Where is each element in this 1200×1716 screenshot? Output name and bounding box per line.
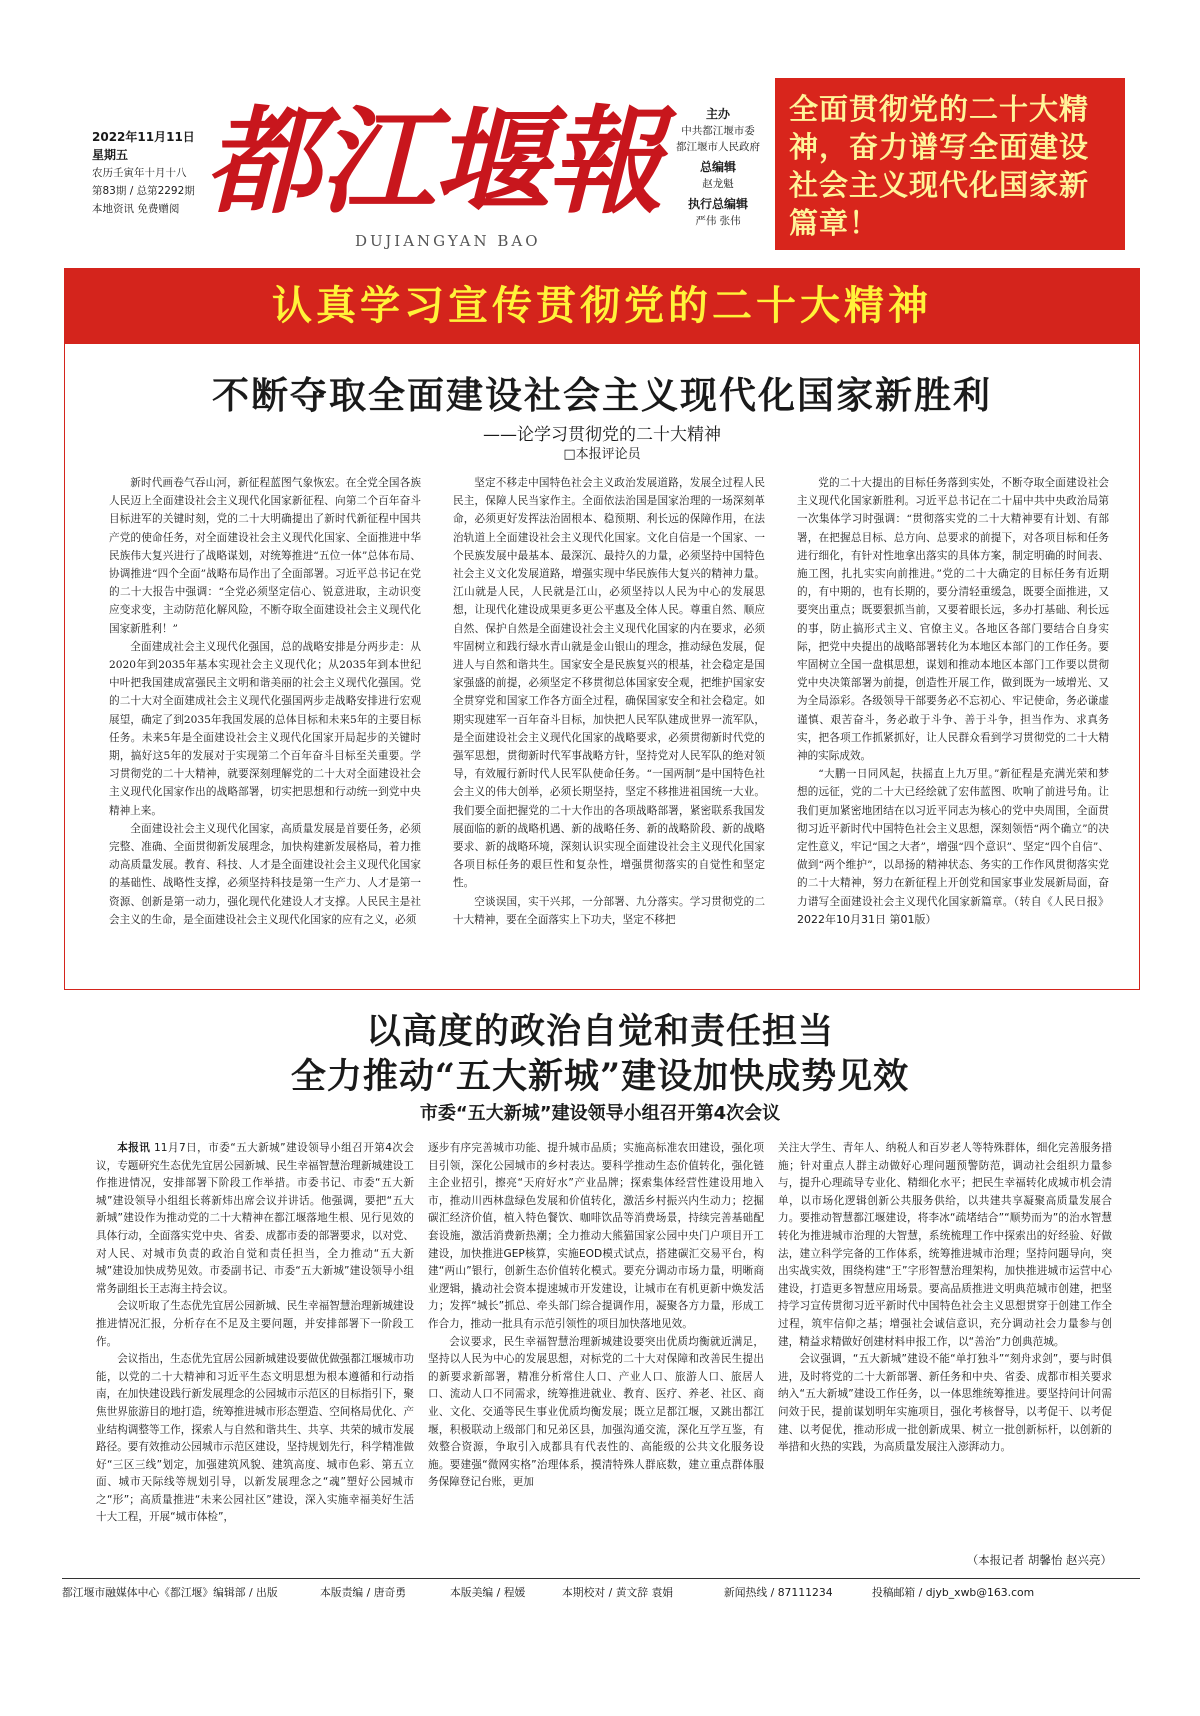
paragraph: 全面建设社会主义现代化国家，高质量发展是首要任务，必须完整、准确、全面贯彻新发展理念，加快构建新发展格局，着力推动高质量发展。教育、科技、人才是全面建设社会主义现代化国家的基础性、战略性支撑，必须坚持科技是第一生产力、人才是第一资源、创新是第一动力，强化现代化建设人才支撑。人民民主是社会主义的生命，是全面建设社会主义现代化国家的应有之义，必须 [109, 822, 421, 926]
paragraph [797, 765, 1109, 929]
slogan-box [775, 78, 1125, 250]
exec-editor-label: 执行总编辑 [687, 197, 748, 211]
second-body [96, 1140, 1112, 1538]
section-banner [64, 268, 1140, 344]
paragraph: 会议听取了生态优先宜居公园新城、民生幸福智慧治理新城建设推进情况汇报，分析存在不足及主要问题，并安排部署下一阶段工作。 [96, 1300, 414, 1348]
paragraph: 会议要求，民生幸福智慧治理新城建设要突出优质均衡就近满足，坚持以人民为中心的发展思想，对标党的二十大对保障和改善民生提出的新要求新部署，精准分析常住人口、产业人口、旅游人口、旅居人口、流动人口不同需求，统筹推进就业、教育、医疗、养老、社区、商业、文化、交通等民生事业优质均衡发展；既立足都江堰，又跳出都江堰，积极联动上级部门和兄弟区县，加强沟通交流，深化互学互鉴，有效整合资源，争取引入成都具有代表性的、高能级的公共文化服务设施。要建强“微网实格”治理体系，摸清特殊人群底数，建立重点群体服务保障登记台账，更加 [428, 1335, 764, 1489]
paragraph: 关注大学生、青年人、纳税人和百岁老人等特殊群体，细化完善服务措施；针对重点人群主动做好心理问题预警防范，调动社会组织力量参与，提升心理疏导专业化、精细化水平；把民生幸福转化成城市机会清单，以市场化逻辑创新公共服务供给，以共建共享凝聚高质量发展合力。要推动智慧都江堰建设，将李冰“疏堵结合”“顺势而为”的治水智慧转化为推进城市治理的大智慧，系统梳理工作中探索出的好经验、好做法，建立科学完备的工作体系，统筹推进城市治理；坚持问题导向，突出实战实效，围绕构建“王”字形智慧治理架构，加快推进城市运营中心建设，打造更多智慧应用场景。要高品质推进文明典范城市创建，把坚持学习宣传贯彻习近平新时代中国特色社会主义思想贯穿于创建工作全过程，筑牢信仰之基；增强社会诚信意识，充分调动社会力量参与创建，精益求精做好创建材料申报工作，以“善治”力创典范城。 [778, 1142, 1112, 1348]
newspaper-title: 都江堰報 [205, 94, 661, 230]
editorial-credits [668, 106, 768, 229]
newspaper-logo [205, 92, 675, 252]
paragraph-text: “大鹏一日同风起，扶摇直上九万里。”新征程是充满光荣和梦想的远征，党的二十大已经绘就了宏伟蓝图、吹响了前进号角。让我们更加紧密地团结在以习近平同志为核心的党中央周围，全面贯彻习近平新时代中国特色社会主义思想，深刻领悟“两个确立”的决定性意义，牢记“国之大者”，增强“四个意识”、坚定“四个自信”、做到“两个维护”，以昂扬的精神状态、务实的工作作风贯彻落实党的二十大精神，努力在新征程上开创党和国家事业发展新局面，奋力谱写全面建设社会主义现代化国家新篇章。 [797, 768, 1109, 908]
banner-text: 认真学习宣传贯彻党的二十大精神 [272, 283, 932, 329]
issue-weekday: 星期五 [92, 148, 129, 162]
sponsor-2: 都江堰市人民政府 [676, 141, 760, 153]
lead-article [64, 344, 1140, 990]
footer-divider [62, 1578, 1140, 1579]
issue-date: 2022年11月11日 [92, 130, 195, 144]
footer-publisher: 都江堰市融媒体中心《都江堰》编辑部 / 出版 [62, 1586, 278, 1599]
footer-editor: 本版责编 / 唐奇勇 [320, 1586, 407, 1599]
paragraph: 空谈误国，实干兴邦，一分部署、九分落实。学习贯彻党的二十大精神，要在全面落实上下功夫，坚定不移把 [453, 895, 765, 926]
paragraph: 会议指出，生态优先宜居公园新城建设要做优做强都江堰城市功能，以党的二十大精神和习近平生态文明思想为根本遵循和行动指南，在加快建设践行新发展理念的公园城市示范区的目标指引下，聚焦世界旅游目的地打造，统筹推进城市形态塑造、空间格局优化、产业结构调整等工作，探索人与自然和谐共生、共享、共荣的城市发展路径。要有效推动公园城市示范区建设，坚持规划先行，科学精准做好“三区三线”划定，加强建筑风貌、建筑高度、城市色彩、第五立面、城市天际线等规划引导，以新发展理念之“魂”塑好公园城市之“形”；高质量推进“未来公园社区”建设，深入实施幸福美好生活十大工程，开展“城市体检”， [96, 1353, 414, 1524]
lead-headline: 不断夺取全面建设社会主义现代化国家新胜利 [212, 373, 992, 417]
second-headline-2: 全力推动“五大新城”建设加快成势见效 [290, 1056, 910, 1097]
sponsor-1: 中共都江堰市委 [681, 125, 755, 137]
lead-in: 本报讯 [117, 1142, 151, 1154]
paragraph-text: 11月7日，市委“五大新城”建设领导小组召开第4次会议，专题研究生态优先宜居公园新城、民生幸福智慧治理新城建设工作推进情况，安排部署下阶段工作举措。市委书记、市委“五大新城”建设领导小组组长蒋新炜出席会议并讲话。他强调，要把“五大新城”建设作为推动党的二十大精神在都江堰落地生根、见行见效的具体行动，全面落实党中央、省委、成都市委的部署要求，以对党、对人民、对城市负责的政治自觉和责任担当，全力推动“五大新城”建设加快成势见效。市委副书记、市委“五大新城”建设领导小组常务副组长王志海主持会议。 [96, 1142, 414, 1295]
second-column-2 [428, 1140, 764, 1538]
footer-designer: 本版美编 / 程媛 [450, 1586, 526, 1599]
slogan-text: 全面贯彻党的二十大精神，奋力谱写全面建设社会主义现代化国家新篇章！ [789, 92, 1090, 240]
second-column-1 [96, 1140, 414, 1538]
lead-column-1 [109, 474, 421, 974]
footer-proofreader: 本期校对 / 黄文辞 袁娟 [562, 1586, 674, 1599]
paragraph [96, 1140, 414, 1298]
paragraph: 全面建成社会主义现代化强国，总的战略安排是分两步走：从2020年到2035年基本实现社会主义现代化；从2035年到本世纪中叶把我国建成富强民主文明和谐美丽的社会主义现代化强国。党的二十大对全面建成社会主义现代化强国两步走战略安排进行宏观展望，确定了到2035年我国发展的总体目标和未来5年的主要目标任务。未来5年是全面建设社会主义现代化国家开局起步的关键时期，搞好这5年的发展对于实现第二个百年奋斗目标至关重要。学习贯彻党的二十大精神，就要深刻理解党的二十大对全面建设社会主义现代化国家作出的战略部署，切实把思想和行动统一到党中央精神上来。 [109, 640, 421, 817]
paragraph: 坚定不移走中国特色社会主义政治发展道路，发展全过程人民民主，保障人民当家作主。全面依法治国是国家治理的一场深刻革命，必须更好发挥法治固根本、稳预期、利长远的保障作用，在法治轨道上全面建设社会主义现代化国家。文化自信是一个国家、一个民族发展中最基本、最深沉、最持久的力量，必须坚持中国特色社会主义文化发展道路，增强实现中华民族伟大复兴的精神力量。江山就是人民，人民就是江山，必须坚持以人民为中心的发展思想，让现代化建设成果更多更公平惠及全体人民。尊重自然、顺应自然、保护自然是全面建设社会主义现代化国家的内在要求，必须牢固树立和践行绿水青山就是金山银山的理念，推动绿色发展，促进人与自然和谐共生。国家安全是民族复兴的根基，社会稳定是国家强盛的前提，必须坚定不移贯彻总体国家安全观，把维护国家安全贯穿党和国家工作各方面全过程，确保国家安全和社会稳定。如期实现建军一百年奋斗目标，加快把人民军队建成世界一流军队，是全面建设社会主义现代化国家的战略要求，必须贯彻新时代党的强军思想，贯彻新时代军事战略方针，坚持党对人民军队的绝对领导，有效履行新时代人民军队使命任务。“一国两制”是中国特色社会主义的伟大创举，必须长期坚持，坚定不移推进祖国统一大业。我们要全面把握党的二十大作出的各项战略部署，紧密联系我国发展面临的新的战略机遇、新的战略任务、新的战略阶段、新的战略要求、新的战略环境，深刻认识实现全面建设社会主义现代化国家各项目标任务的艰巨性和复杂性，增强贯彻落实的自觉性和坚定性。 [453, 477, 765, 890]
free-notice: 本地资讯 免费赠阅 [92, 203, 180, 215]
source-note: （转自《人民日报》2022年10月31日 第01版） [797, 894, 1109, 926]
newspaper-pinyin: DUJIANGYAN BAO [355, 232, 541, 250]
lead-body [109, 474, 1109, 974]
lead-author: □本报评论员 [563, 447, 641, 462]
paragraph: 会议强调，“五大新城”建设不能“单打独斗”“刻舟求剑”，要与时俱进，及时将党的二十大新部署、新任务和中央、省委、成都市相关要求纳入“五大新城”建设工作任务，以一体思维统筹推进。要坚持问计问需问效于民，提前谋划明年实施项目，强化考核督导，以考促干、以考促建、以考促优，推动形成一批创新成果、树立一批创新标杆，以创新的举措和火热的实践，为高质量发展注入澎湃动力。 [778, 1353, 1112, 1454]
paragraph: 逐步有序完善城市功能、提升城市品质；实施高标准农田建设，强化项目引领，深化公园城市的乡村表达。要科学推动生态价值转化，强化链主企业招引，擦亮“天府好水”产业品牌；探索集体经营性建设用地入市，推动川西林盘绿色发展和价值转化，激活乡村振兴内生动力；挖掘碳汇经济价值，植入特色餐饮、咖啡饮品等消费场景，持续完善基础配套设施，激活消费新热潮；全力推动大熊猫国家公园中央门户项目开工建设，加快推进GEP核算，实施EOD模式试点，搭建碳汇交易平台，构建“两山”银行，创新生态价值转化模式。要充分调动市场力量，明晰商业逻辑，撬动社会资本提速城市开发建设，让城市在有机更新中焕发活力；发挥“城长”抓总、牵头部门综合提调作用，凝聚各方力量，形成工作合力，推动一批具有示范引领性的项目加快落地见效。 [428, 1142, 764, 1330]
reporter-credit: （本报记者 胡馨怡 赵兴亮） [966, 1553, 1112, 1567]
second-subtitle: 市委“五大新城”建设领导小组召开第4次会议 [419, 1103, 781, 1124]
paragraph: 党的二十大提出的目标任务落到实处，不断夺取全面建设社会主义现代化国家新胜利。习近平总书记在二十届中共中央政治局第一次集体学习时强调：“贯彻落实党的二十大精神要有计划、有部署，在把握总目标、总方向、总要求的前提下，对各项目标和任务进行细化，有针对性地拿出落实的具体方案，制定明确的时间表、施工图，扎扎实实向前推进。”党的二十大确定的目标任务有近期的，有中期的，也有长期的，要分清轻重缓急，既要全面推进，又要突出重点；既要狠抓当前，又要着眼长远，多办打基础、利长远的事，防止搞形式主义、官僚主义。各地区各部门要结合自身实际，把党中央提出的战略部署转化为本地区本部门的工作任务。要牢固树立全国一盘棋思想，谋划和推动本地区本部门工作要以贯彻党中央决策部署为前提，创造性开展工作，做到既为一域增光、又为全局添彩。各级领导干部要务必不忘初心、牢记使命，务必谦虚谨慎、艰苦奋斗，务必敢于斗争、善于斗争，担当作为、求真务实，把各项工作抓紧抓好，让人民群众看到学习贯彻党的二十大精神的实际成效。 [797, 477, 1109, 763]
sponsor-label: 主办 [705, 107, 730, 121]
lead-subtitle: ——论学习贯彻党的二十大精神 [483, 425, 721, 445]
issue-number: 第83期 / 总第2292期 [92, 185, 195, 197]
editor-label: 总编辑 [699, 160, 736, 174]
second-headline-1: 以高度的政治自觉和责任担当 [365, 1011, 834, 1052]
issue-info [92, 128, 210, 218]
exec-editor-name: 严伟 张伟 [695, 215, 741, 227]
footer-hotline: 新闻热线 / 87111234 [724, 1586, 833, 1599]
footer [62, 1584, 1140, 1602]
footer-email: 投稿邮箱 / djyb_xwb@163.com [872, 1586, 1035, 1599]
lead-column-2 [453, 474, 765, 974]
lead-column-3 [797, 474, 1109, 974]
paragraph: 新时代画卷气吞山河，新征程蓝图气象恢宏。在全党全国各族人民迈上全面建设社会主义现代化国家新征程、向第二个百年奋斗目标进军的关键时刻，党的二十大明确提出了新时代新征程中国共产党的使命任务，对全面建设社会主义现代化国家、全面推进中华民族伟大复兴进行了战略谋划，对统筹推进“五位一体”总体布局、协调推进“四个全面”战略布局作出了全面部署。习近平总书记在党的二十大报告中强调：“全党必须坚定信心、锐意进取，主动识变应变求变，主动防范化解风险，不断夺取全面建设社会主义现代化国家新胜利！” [109, 477, 421, 635]
editor-name: 赵龙魁 [702, 178, 734, 190]
lunar-date: 农历壬寅年十月十八 [92, 167, 187, 179]
second-column-3 [778, 1140, 1112, 1538]
